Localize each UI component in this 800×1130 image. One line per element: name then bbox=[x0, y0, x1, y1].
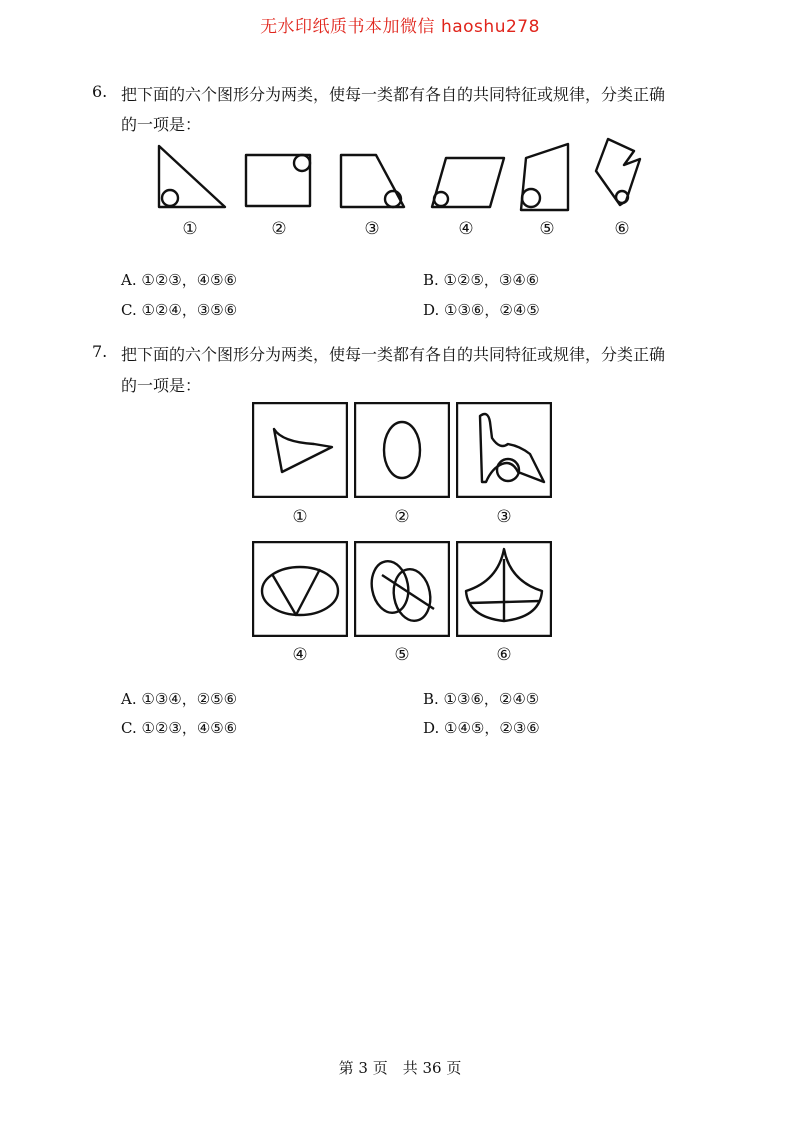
question-text-line-1: 把下面的六个图形分为两类，使每一类都有各自的共同特征或规律，分类正确 bbox=[121, 345, 666, 364]
figure-label: ② bbox=[394, 507, 410, 527]
figure-label: ④ bbox=[458, 219, 474, 239]
figure-label: ① bbox=[182, 219, 198, 239]
figure-6-2 bbox=[243, 150, 315, 212]
question-text-line-2: 的一项是： bbox=[121, 376, 202, 395]
question-number: 7. bbox=[92, 342, 108, 361]
question-text-line-1: 把下面的六个图形分为两类，使每一类都有各自的共同特征或规律，分类正确 bbox=[121, 85, 666, 104]
figure-7-1 bbox=[252, 402, 348, 498]
page-footer: 第 3 页 共 36 页 bbox=[338, 1059, 462, 1077]
figure-label: ⑥ bbox=[496, 645, 512, 665]
watermark-text: 无水印纸质书本加微信 haoshu278 bbox=[260, 17, 540, 37]
option-c[interactable]: C. ①②④，③⑤⑥ bbox=[121, 301, 238, 319]
figure-7-6 bbox=[456, 541, 552, 637]
option-d[interactable]: D. ①④⑤，②③⑥ bbox=[423, 719, 540, 737]
figure-7-2 bbox=[354, 402, 450, 498]
question-number: 6. bbox=[92, 82, 108, 101]
figure-6-5 bbox=[518, 140, 580, 214]
figure-6-1 bbox=[155, 143, 230, 213]
figure-label: ⑤ bbox=[394, 645, 410, 665]
question-text-line-2: 的一项是： bbox=[121, 115, 202, 134]
option-a[interactable]: A. ①②③，④⑤⑥ bbox=[121, 271, 238, 289]
figure-label: ⑥ bbox=[614, 219, 630, 239]
figure-7-5 bbox=[354, 541, 450, 637]
figure-label: ③ bbox=[364, 219, 380, 239]
option-b[interactable]: B. ①②⑤，③④⑥ bbox=[423, 271, 540, 289]
figure-label: ③ bbox=[496, 507, 512, 527]
figure-label: ② bbox=[271, 219, 287, 239]
figure-6-6 bbox=[592, 135, 648, 215]
figure-7-4 bbox=[252, 541, 348, 637]
figure-label: ⑤ bbox=[539, 219, 555, 239]
figure-6-4 bbox=[428, 150, 508, 212]
option-b[interactable]: B. ①③⑥，②④⑤ bbox=[423, 690, 540, 708]
figure-label: ④ bbox=[292, 645, 308, 665]
option-a[interactable]: A. ①③④，②⑤⑥ bbox=[121, 690, 238, 708]
figure-6-3 bbox=[336, 150, 408, 212]
option-c[interactable]: C. ①②③，④⑤⑥ bbox=[121, 719, 238, 737]
figure-label: ① bbox=[292, 507, 308, 527]
figure-7-3 bbox=[456, 402, 552, 498]
option-d[interactable]: D. ①③⑥，②④⑤ bbox=[423, 301, 540, 319]
